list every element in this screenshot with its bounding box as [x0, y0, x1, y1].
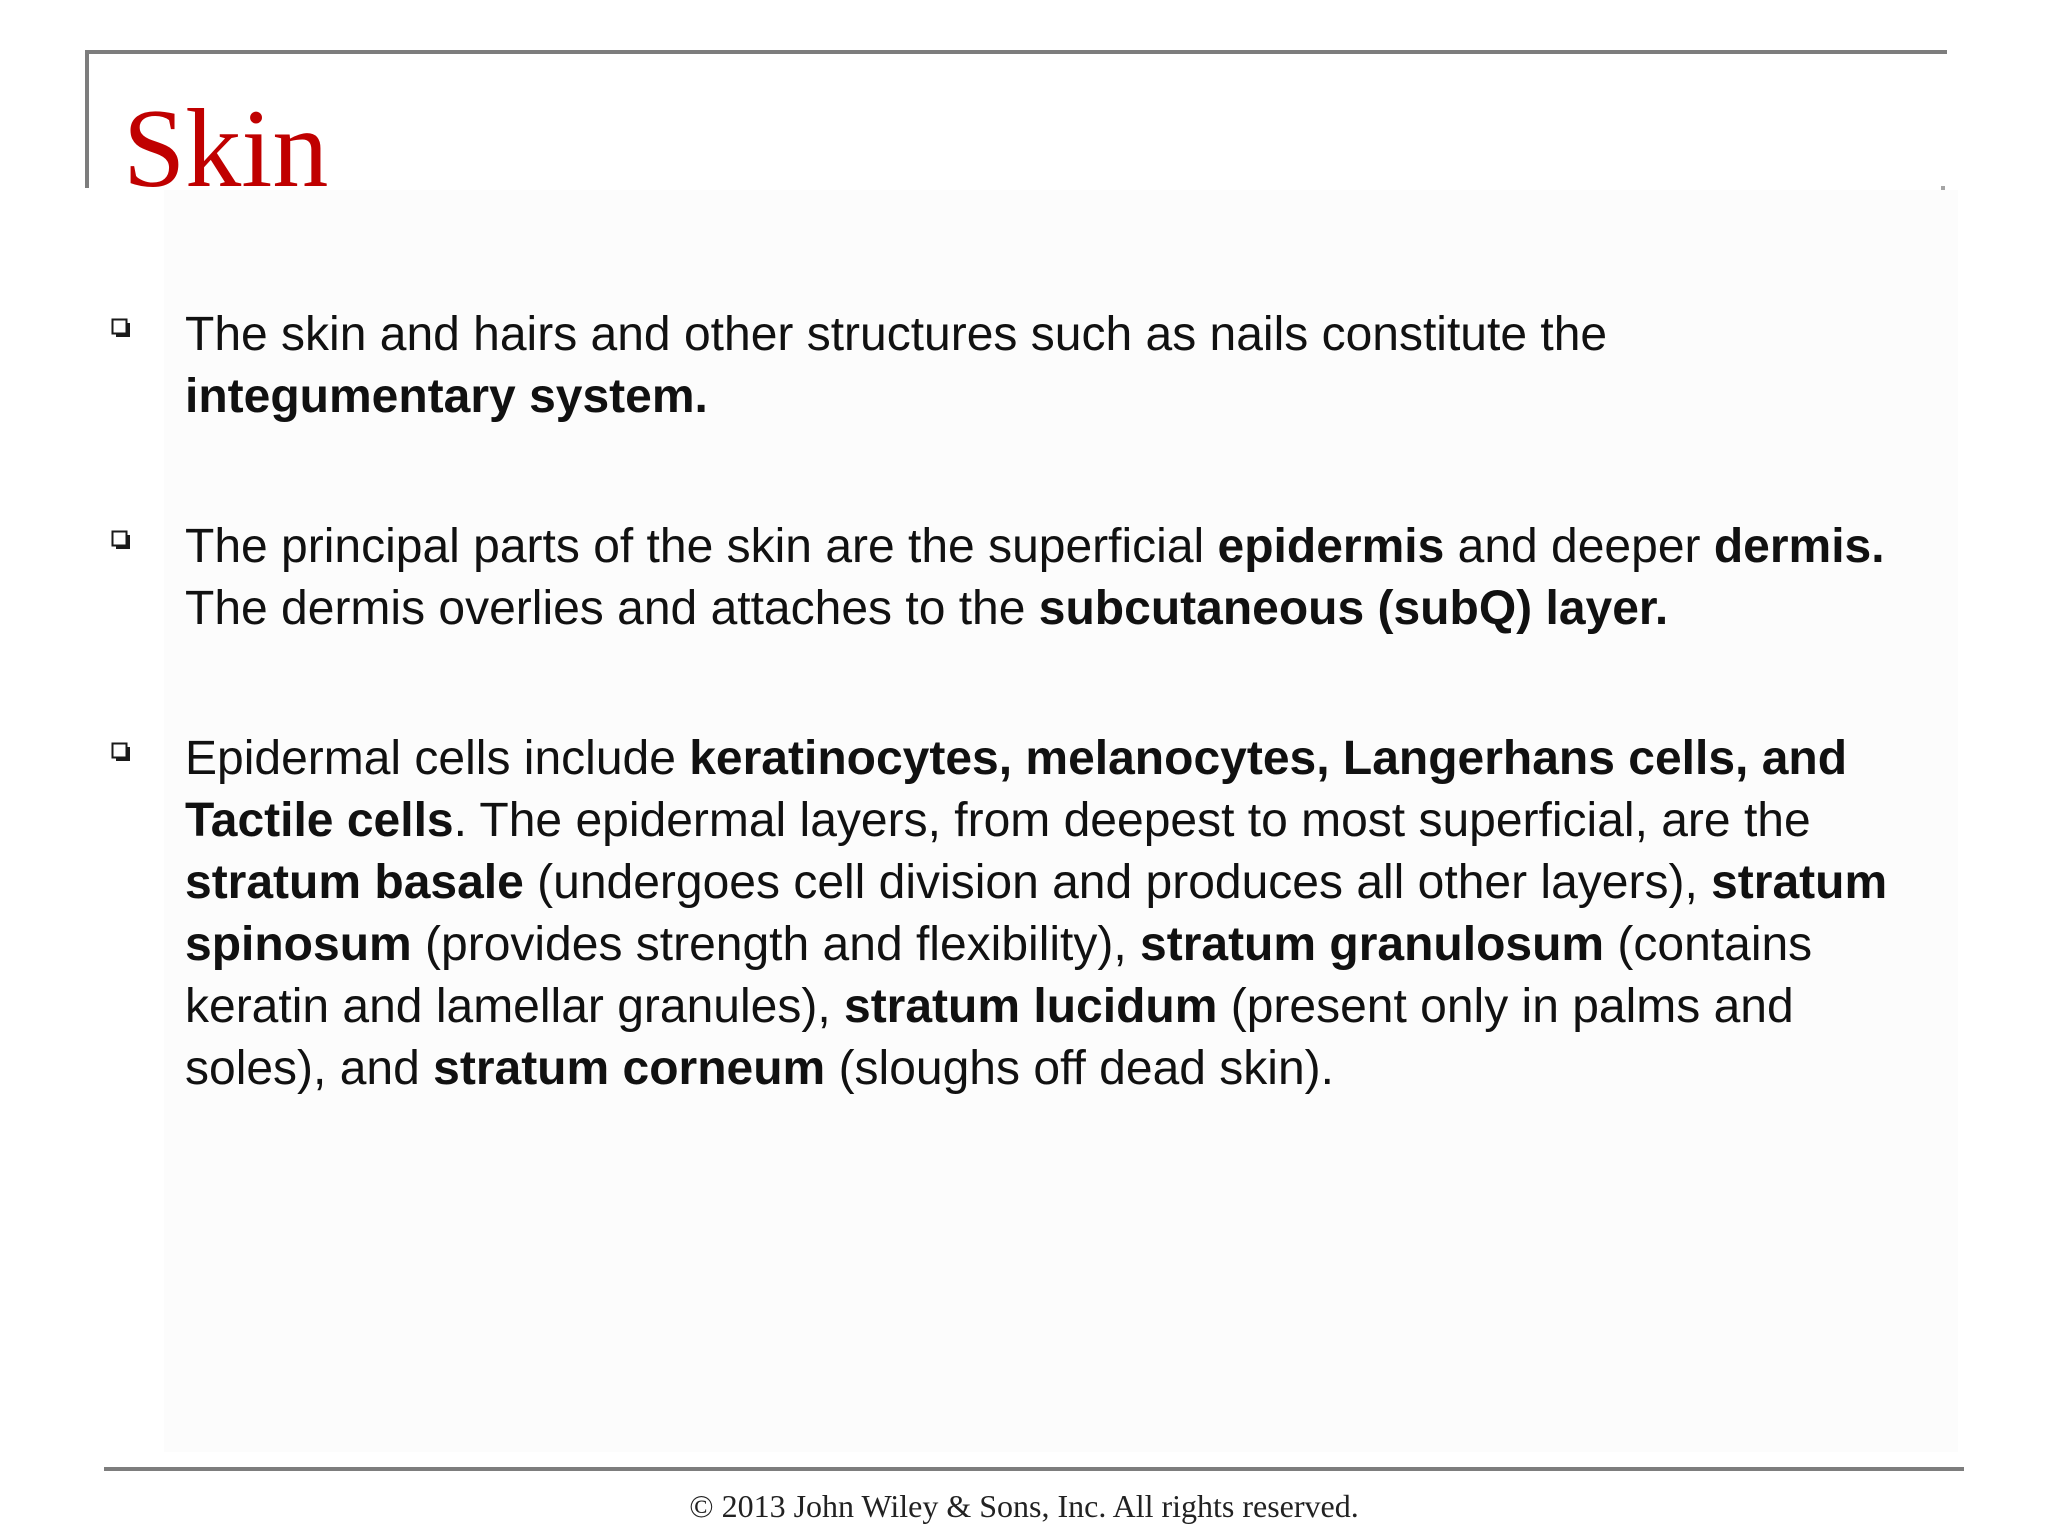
bold-term: subcutaneous (subQ) layer.	[1038, 582, 1669, 635]
bold-term: epidermis	[1217, 520, 1445, 573]
text-run: (undergoes cell division and produces all other layers),	[523, 856, 1712, 909]
title-frame-top-rule	[85, 50, 1947, 54]
hollow-square-bullet-icon	[111, 530, 131, 550]
text-run: and deeper	[1444, 520, 1714, 573]
bold-term: stratum granulosum	[1140, 918, 1605, 971]
bold-term: stratum lucidum	[844, 980, 1218, 1033]
bullet-item	[108, 728, 1928, 1100]
text-run: (contains keratin and lamellar granules),	[185, 918, 1813, 1033]
text-run: The skin and hairs and other structures such as nails constitute the	[185, 308, 1608, 361]
text-run: . The epidermal layers, from deepest to most superficial, are the	[453, 794, 1811, 847]
bullet-text	[185, 520, 1885, 635]
hollow-square-bullet-icon	[111, 318, 131, 338]
bold-term: dermis.	[1713, 520, 1885, 573]
text-run: The principal parts of the skin are the superficial	[185, 520, 1218, 573]
slide-title: Skin	[123, 87, 329, 211]
bullet-item	[108, 516, 1928, 640]
bullet-text	[185, 308, 1607, 423]
text-run: The dermis overlies and attaches to the	[185, 582, 1039, 635]
text-run: Epidermal cells include	[185, 732, 690, 785]
text-run: (present only in palms and soles), and	[185, 980, 1794, 1095]
text-run: (sloughs off dead skin).	[825, 1042, 1334, 1095]
bold-term: keratinocytes, melanocytes, Langerhans cells, and Tactile cells	[185, 732, 1848, 847]
bold-term: stratum basale	[185, 856, 524, 909]
footer-rule	[104, 1467, 1964, 1471]
bold-term: stratum spinosum	[185, 856, 1888, 971]
bullet-text	[185, 732, 1887, 1095]
frame-corner-mark	[1941, 186, 1945, 190]
bold-term: integumentary system.	[185, 370, 708, 423]
bullet-item	[108, 304, 1928, 428]
title-frame-left-rule	[85, 50, 89, 188]
bullet-list	[108, 304, 1928, 1100]
text-run: (provides strength and flexibility),	[411, 918, 1141, 971]
copyright-footer: © 2013 John Wiley & Sons, Inc. All rights reserved.	[689, 1488, 1359, 1524]
hollow-square-bullet-icon	[111, 742, 131, 762]
bold-term: stratum corneum	[433, 1042, 826, 1095]
